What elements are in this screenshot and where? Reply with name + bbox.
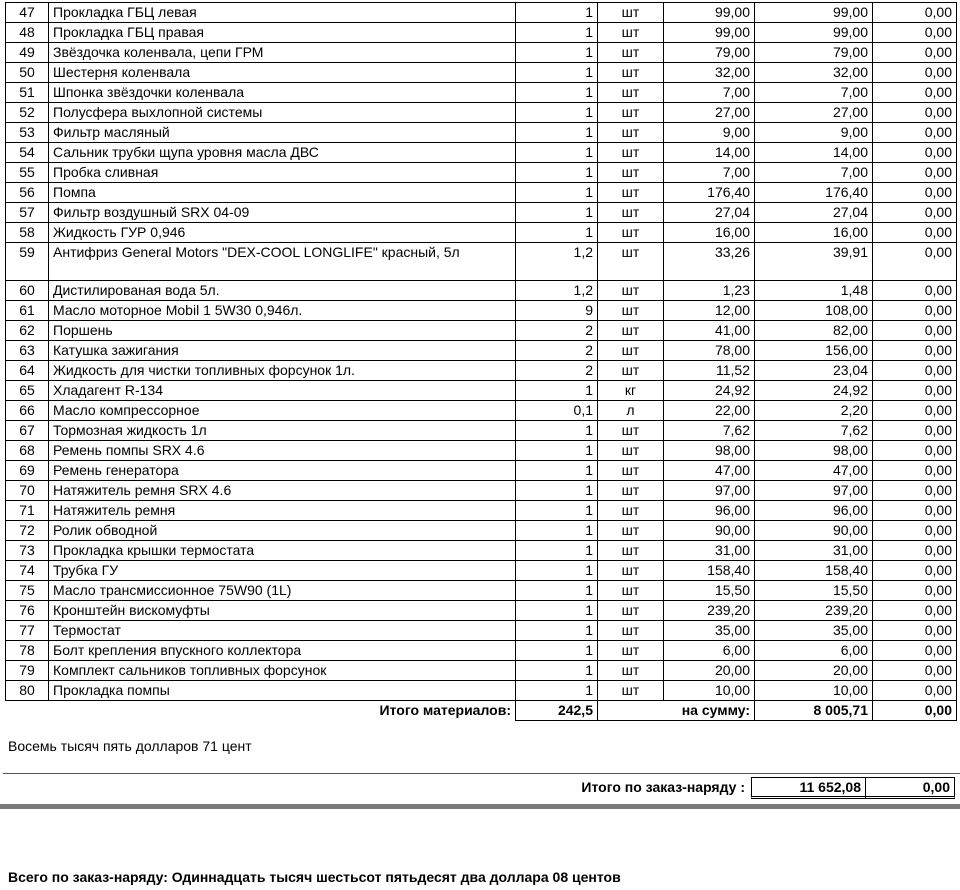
item-discount: 0,00 — [873, 281, 957, 301]
item-unit: шт — [598, 103, 664, 123]
item-discount: 0,00 — [873, 501, 957, 521]
item-price: 47,00 — [664, 461, 755, 481]
item-sum: 27,00 — [755, 103, 873, 123]
item-discount: 0,00 — [873, 421, 957, 441]
item-sum: 98,00 — [755, 441, 873, 461]
item-quantity: 1 — [516, 3, 598, 23]
item-unit: шт — [598, 123, 664, 143]
item-price: 41,00 — [664, 321, 755, 341]
row-number: 50 — [6, 63, 49, 83]
item-unit: шт — [598, 441, 664, 461]
row-number: 48 — [6, 23, 49, 43]
item-sum: 99,00 — [755, 3, 873, 23]
item-unit: шт — [598, 183, 664, 203]
item-quantity: 1 — [516, 23, 598, 43]
item-sum: 158,40 — [755, 561, 873, 581]
item-quantity: 1 — [516, 561, 598, 581]
item-price: 32,00 — [664, 63, 755, 83]
materials-total-sum: 8 005,71 — [755, 701, 873, 721]
item-sum: 16,00 — [755, 223, 873, 243]
table-row — [6, 381, 957, 401]
item-name: Хладагент R-134 — [49, 381, 516, 401]
item-name: Масло моторное Mobil 1 5W30 0,946л. — [49, 301, 516, 321]
item-unit: шт — [598, 661, 664, 681]
row-number: 78 — [6, 641, 49, 661]
item-price: 98,00 — [664, 441, 755, 461]
item-discount: 0,00 — [873, 561, 957, 581]
item-name: Тормозная жидкость 1л — [49, 421, 516, 441]
item-price: 78,00 — [664, 341, 755, 361]
item-discount: 0,00 — [873, 243, 957, 281]
item-quantity: 1 — [516, 203, 598, 223]
row-number: 80 — [6, 681, 49, 701]
table-row — [6, 183, 957, 203]
item-quantity: 1 — [516, 481, 598, 501]
item-sum: 24,92 — [755, 381, 873, 401]
item-sum: 99,00 — [755, 23, 873, 43]
table-row — [6, 123, 957, 143]
item-name: Звёздочка коленвала, цепи ГРМ — [49, 43, 516, 63]
item-quantity: 1 — [516, 183, 598, 203]
item-name: Антифриз General Motors "DEX-COOL LONGLIFE" красный, 5л — [49, 243, 516, 281]
item-unit: л — [598, 401, 664, 421]
item-sum: 32,00 — [755, 63, 873, 83]
item-unit: шт — [598, 521, 664, 541]
item-name: Шпонка звёздочки коленвала — [49, 83, 516, 103]
item-unit: шт — [598, 163, 664, 183]
item-quantity: 1 — [516, 83, 598, 103]
item-price: 11,52 — [664, 361, 755, 381]
item-sum: 108,00 — [755, 301, 873, 321]
item-sum: 6,00 — [755, 641, 873, 661]
item-unit: шт — [598, 83, 664, 103]
item-name: Жидкость ГУР 0,946 — [49, 223, 516, 243]
item-sum: 79,00 — [755, 43, 873, 63]
item-unit: шт — [598, 43, 664, 63]
item-discount: 0,00 — [873, 381, 957, 401]
item-unit: шт — [598, 481, 664, 501]
item-sum: 39,91 — [755, 243, 873, 281]
item-unit: шт — [598, 301, 664, 321]
item-quantity: 1 — [516, 63, 598, 83]
item-quantity: 2 — [516, 321, 598, 341]
item-price: 90,00 — [664, 521, 755, 541]
item-sum: 7,00 — [755, 83, 873, 103]
item-name: Комплект сальников топливных форсунок — [49, 661, 516, 681]
item-quantity: 1 — [516, 143, 598, 163]
item-name: Кронштейн вискомуфты — [49, 601, 516, 621]
item-name: Прокладка крышки термостата — [49, 541, 516, 561]
item-quantity: 1 — [516, 441, 598, 461]
table-row — [6, 401, 957, 421]
item-price: 31,00 — [664, 541, 755, 561]
item-discount: 0,00 — [873, 601, 957, 621]
row-number: 60 — [6, 281, 49, 301]
grand-total-row — [0, 777, 960, 797]
item-price: 6,00 — [664, 641, 755, 661]
materials-amount-in-words: Восемь тысяч пять долларов 71 цент — [8, 738, 252, 754]
item-unit: шт — [598, 561, 664, 581]
item-price: 97,00 — [664, 481, 755, 501]
item-unit: шт — [598, 461, 664, 481]
row-number: 53 — [6, 123, 49, 143]
item-discount: 0,00 — [873, 3, 957, 23]
item-unit: шт — [598, 321, 664, 341]
item-price: 14,00 — [664, 143, 755, 163]
item-discount: 0,00 — [873, 541, 957, 561]
item-name: Жидкость для чистки топливных форсунок 1л. — [49, 361, 516, 381]
item-discount: 0,00 — [873, 401, 957, 421]
item-discount: 0,00 — [873, 203, 957, 223]
item-sum: 2,20 — [755, 401, 873, 421]
item-quantity: 1 — [516, 661, 598, 681]
item-price: 99,00 — [664, 3, 755, 23]
item-unit: шт — [598, 501, 664, 521]
item-price: 7,62 — [664, 421, 755, 441]
item-discount: 0,00 — [873, 103, 957, 123]
materials-total-row — [6, 701, 957, 721]
item-discount: 0,00 — [873, 163, 957, 183]
item-name: Полусфера выхлопной системы — [49, 103, 516, 123]
table-row — [6, 3, 957, 23]
row-number: 65 — [6, 381, 49, 401]
item-unit: шт — [598, 223, 664, 243]
table-row — [6, 461, 957, 481]
table-row — [6, 321, 957, 341]
item-sum: 97,00 — [755, 481, 873, 501]
item-name: Прокладка ГБЦ правая — [49, 23, 516, 43]
item-discount: 0,00 — [873, 341, 957, 361]
materials-rows — [6, 3, 957, 701]
item-name: Катушка зажигания — [49, 341, 516, 361]
item-discount: 0,00 — [873, 43, 957, 63]
materials-table — [5, 2, 957, 721]
item-price: 27,04 — [664, 203, 755, 223]
row-number: 61 — [6, 301, 49, 321]
item-quantity: 1 — [516, 541, 598, 561]
item-quantity: 9 — [516, 301, 598, 321]
item-discount: 0,00 — [873, 441, 957, 461]
item-quantity: 1 — [516, 223, 598, 243]
item-name: Ремень генератора — [49, 461, 516, 481]
row-number: 49 — [6, 43, 49, 63]
item-unit: шт — [598, 3, 664, 23]
table-row — [6, 561, 957, 581]
item-sum: 14,00 — [755, 143, 873, 163]
item-discount: 0,00 — [873, 223, 957, 243]
item-discount: 0,00 — [873, 63, 957, 83]
item-price: 9,00 — [664, 123, 755, 143]
item-price: 20,00 — [664, 661, 755, 681]
item-quantity: 1 — [516, 621, 598, 641]
item-unit: шт — [598, 641, 664, 661]
item-price: 1,23 — [664, 281, 755, 301]
item-sum: 7,00 — [755, 163, 873, 183]
row-number: 70 — [6, 481, 49, 501]
item-unit: шт — [598, 341, 664, 361]
table-row — [6, 83, 957, 103]
table-row — [6, 163, 957, 183]
item-discount: 0,00 — [873, 681, 957, 701]
item-quantity: 1 — [516, 123, 598, 143]
grand-total-discount-box — [865, 777, 955, 799]
row-number: 79 — [6, 661, 49, 681]
row-number: 66 — [6, 401, 49, 421]
item-discount: 0,00 — [873, 23, 957, 43]
item-name: Прокладка помпы — [49, 681, 516, 701]
item-quantity: 2 — [516, 341, 598, 361]
row-number: 52 — [6, 103, 49, 123]
item-discount: 0,00 — [873, 123, 957, 143]
materials-total-label: Итого материалов: — [49, 701, 516, 721]
row-number: 74 — [6, 561, 49, 581]
table-row — [6, 301, 957, 321]
item-sum: 1,48 — [755, 281, 873, 301]
row-number: 67 — [6, 421, 49, 441]
item-quantity: 1 — [516, 461, 598, 481]
item-price: 22,00 — [664, 401, 755, 421]
item-price: 96,00 — [664, 501, 755, 521]
item-quantity: 1 — [516, 521, 598, 541]
row-number: 68 — [6, 441, 49, 461]
item-unit: шт — [598, 581, 664, 601]
item-price: 158,40 — [664, 561, 755, 581]
item-quantity: 1 — [516, 163, 598, 183]
grand-total-in-words: Всего по заказ-наряду: Одиннадцать тысяч шестьсот пятьдесят два доллара 08 центов — [8, 869, 621, 885]
row-number: 64 — [6, 361, 49, 381]
thick-divider — [0, 804, 960, 809]
table-row — [6, 23, 957, 43]
item-unit: шт — [598, 361, 664, 381]
row-number: 63 — [6, 341, 49, 361]
item-name: Сальник трубки щупа уровня масла ДВС — [49, 143, 516, 163]
item-quantity: 1,2 — [516, 243, 598, 281]
table-row — [6, 681, 957, 701]
row-number: 71 — [6, 501, 49, 521]
table-row — [6, 103, 957, 123]
row-number: 54 — [6, 143, 49, 163]
item-unit: шт — [598, 243, 664, 281]
item-discount: 0,00 — [873, 581, 957, 601]
item-name: Пробка сливная — [49, 163, 516, 183]
row-number: 58 — [6, 223, 49, 243]
item-quantity: 1 — [516, 381, 598, 401]
item-quantity: 1 — [516, 43, 598, 63]
table-row — [6, 43, 957, 63]
item-unit: шт — [598, 681, 664, 701]
item-price: 35,00 — [664, 621, 755, 641]
item-price: 7,00 — [664, 83, 755, 103]
item-discount: 0,00 — [873, 301, 957, 321]
table-row — [6, 63, 957, 83]
item-price: 176,40 — [664, 183, 755, 203]
item-sum: 156,00 — [755, 341, 873, 361]
item-sum: 90,00 — [755, 521, 873, 541]
table-row — [6, 203, 957, 223]
table-row — [6, 521, 957, 541]
item-price: 24,92 — [664, 381, 755, 401]
item-quantity: 1 — [516, 421, 598, 441]
item-quantity: 1,2 — [516, 281, 598, 301]
row-number: 77 — [6, 621, 49, 641]
item-name: Помпа — [49, 183, 516, 203]
item-sum: 20,00 — [755, 661, 873, 681]
table-row — [6, 281, 957, 301]
row-number: 59 — [6, 243, 49, 281]
row-number: 73 — [6, 541, 49, 561]
item-quantity: 1 — [516, 641, 598, 661]
item-unit: шт — [598, 63, 664, 83]
item-unit: шт — [598, 203, 664, 223]
table-row — [6, 641, 957, 661]
table-row — [6, 621, 957, 641]
item-sum: 7,62 — [755, 421, 873, 441]
item-discount: 0,00 — [873, 461, 957, 481]
item-name: Натяжитель ремня — [49, 501, 516, 521]
item-sum: 15,50 — [755, 581, 873, 601]
grand-total-label: Итого по заказ-наряду : — [581, 779, 745, 795]
item-sum: 239,20 — [755, 601, 873, 621]
item-discount: 0,00 — [873, 321, 957, 341]
item-price: 99,00 — [664, 23, 755, 43]
table-row — [6, 661, 957, 681]
table-row — [6, 441, 957, 461]
item-sum: 27,04 — [755, 203, 873, 223]
item-name: Термостат — [49, 621, 516, 641]
item-name: Дистилированая вода 5л. — [49, 281, 516, 301]
item-discount: 0,00 — [873, 183, 957, 203]
item-discount: 0,00 — [873, 641, 957, 661]
grand-total-sum: 11 652,08 — [799, 779, 861, 795]
table-row — [6, 143, 957, 163]
row-number: 62 — [6, 321, 49, 341]
table-row — [6, 243, 957, 281]
item-discount: 0,00 — [873, 83, 957, 103]
row-number: 76 — [6, 601, 49, 621]
grand-total-discount: 0,00 — [922, 779, 950, 795]
row-number: 56 — [6, 183, 49, 203]
item-quantity: 0,1 — [516, 401, 598, 421]
item-price: 10,00 — [664, 681, 755, 701]
materials-total-discount: 0,00 — [873, 701, 957, 721]
item-quantity: 2 — [516, 361, 598, 381]
item-name: Масло компрессорное — [49, 401, 516, 421]
item-name: Ремень помпы SRX 4.6 — [49, 441, 516, 461]
row-number: 72 — [6, 521, 49, 541]
item-name: Натяжитель ремня SRX 4.6 — [49, 481, 516, 501]
item-quantity: 1 — [516, 103, 598, 123]
item-discount: 0,00 — [873, 621, 957, 641]
table-row — [6, 341, 957, 361]
item-sum: 10,00 — [755, 681, 873, 701]
materials-total-qty: 242,5 — [516, 701, 598, 721]
item-discount: 0,00 — [873, 143, 957, 163]
item-price: 15,50 — [664, 581, 755, 601]
item-price: 12,00 — [664, 301, 755, 321]
table-row — [6, 223, 957, 243]
item-name: Поршень — [49, 321, 516, 341]
row-number: 75 — [6, 581, 49, 601]
item-unit: кг — [598, 381, 664, 401]
table-row — [6, 361, 957, 381]
item-quantity: 1 — [516, 581, 598, 601]
item-sum: 96,00 — [755, 501, 873, 521]
item-unit: шт — [598, 143, 664, 163]
item-price: 27,00 — [664, 103, 755, 123]
table-row — [6, 581, 957, 601]
item-discount: 0,00 — [873, 481, 957, 501]
grand-total-sum-box — [751, 777, 866, 799]
row-number: 51 — [6, 83, 49, 103]
row-number: 69 — [6, 461, 49, 481]
row-number: 55 — [6, 163, 49, 183]
item-sum: 9,00 — [755, 123, 873, 143]
item-quantity: 1 — [516, 501, 598, 521]
materials-sum-label: на сумму: — [598, 701, 755, 721]
item-unit: шт — [598, 421, 664, 441]
item-unit: шт — [598, 621, 664, 641]
item-unit: шт — [598, 281, 664, 301]
table-row — [6, 601, 957, 621]
item-sum: 47,00 — [755, 461, 873, 481]
item-price: 33,26 — [664, 243, 755, 281]
divider — [3, 773, 960, 774]
item-price: 16,00 — [664, 223, 755, 243]
row-number: 57 — [6, 203, 49, 223]
item-sum: 176,40 — [755, 183, 873, 203]
row-number: 47 — [6, 3, 49, 23]
item-discount: 0,00 — [873, 361, 957, 381]
item-name: Масло трансмиссионное 75W90 (1L) — [49, 581, 516, 601]
item-name: Шестерня коленвала — [49, 63, 516, 83]
item-name: Трубка ГУ — [49, 561, 516, 581]
item-name: Ролик обводной — [49, 521, 516, 541]
item-quantity: 1 — [516, 601, 598, 621]
table-row — [6, 421, 957, 441]
item-name: Фильтр воздушный SRX 04-09 — [49, 203, 516, 223]
item-unit: шт — [598, 601, 664, 621]
item-name: Болт крепления впускного коллектора — [49, 641, 516, 661]
item-sum: 23,04 — [755, 361, 873, 381]
table-row — [6, 501, 957, 521]
item-name: Фильтр масляный — [49, 123, 516, 143]
item-discount: 0,00 — [873, 521, 957, 541]
item-unit: шт — [598, 23, 664, 43]
item-sum: 35,00 — [755, 621, 873, 641]
item-name: Прокладка ГБЦ левая — [49, 3, 516, 23]
item-sum: 31,00 — [755, 541, 873, 561]
item-sum: 82,00 — [755, 321, 873, 341]
table-row — [6, 481, 957, 501]
item-price: 7,00 — [664, 163, 755, 183]
item-quantity: 1 — [516, 681, 598, 701]
table-row — [6, 541, 957, 561]
item-discount: 0,00 — [873, 661, 957, 681]
item-unit: шт — [598, 541, 664, 561]
item-price: 239,20 — [664, 601, 755, 621]
item-price: 79,00 — [664, 43, 755, 63]
